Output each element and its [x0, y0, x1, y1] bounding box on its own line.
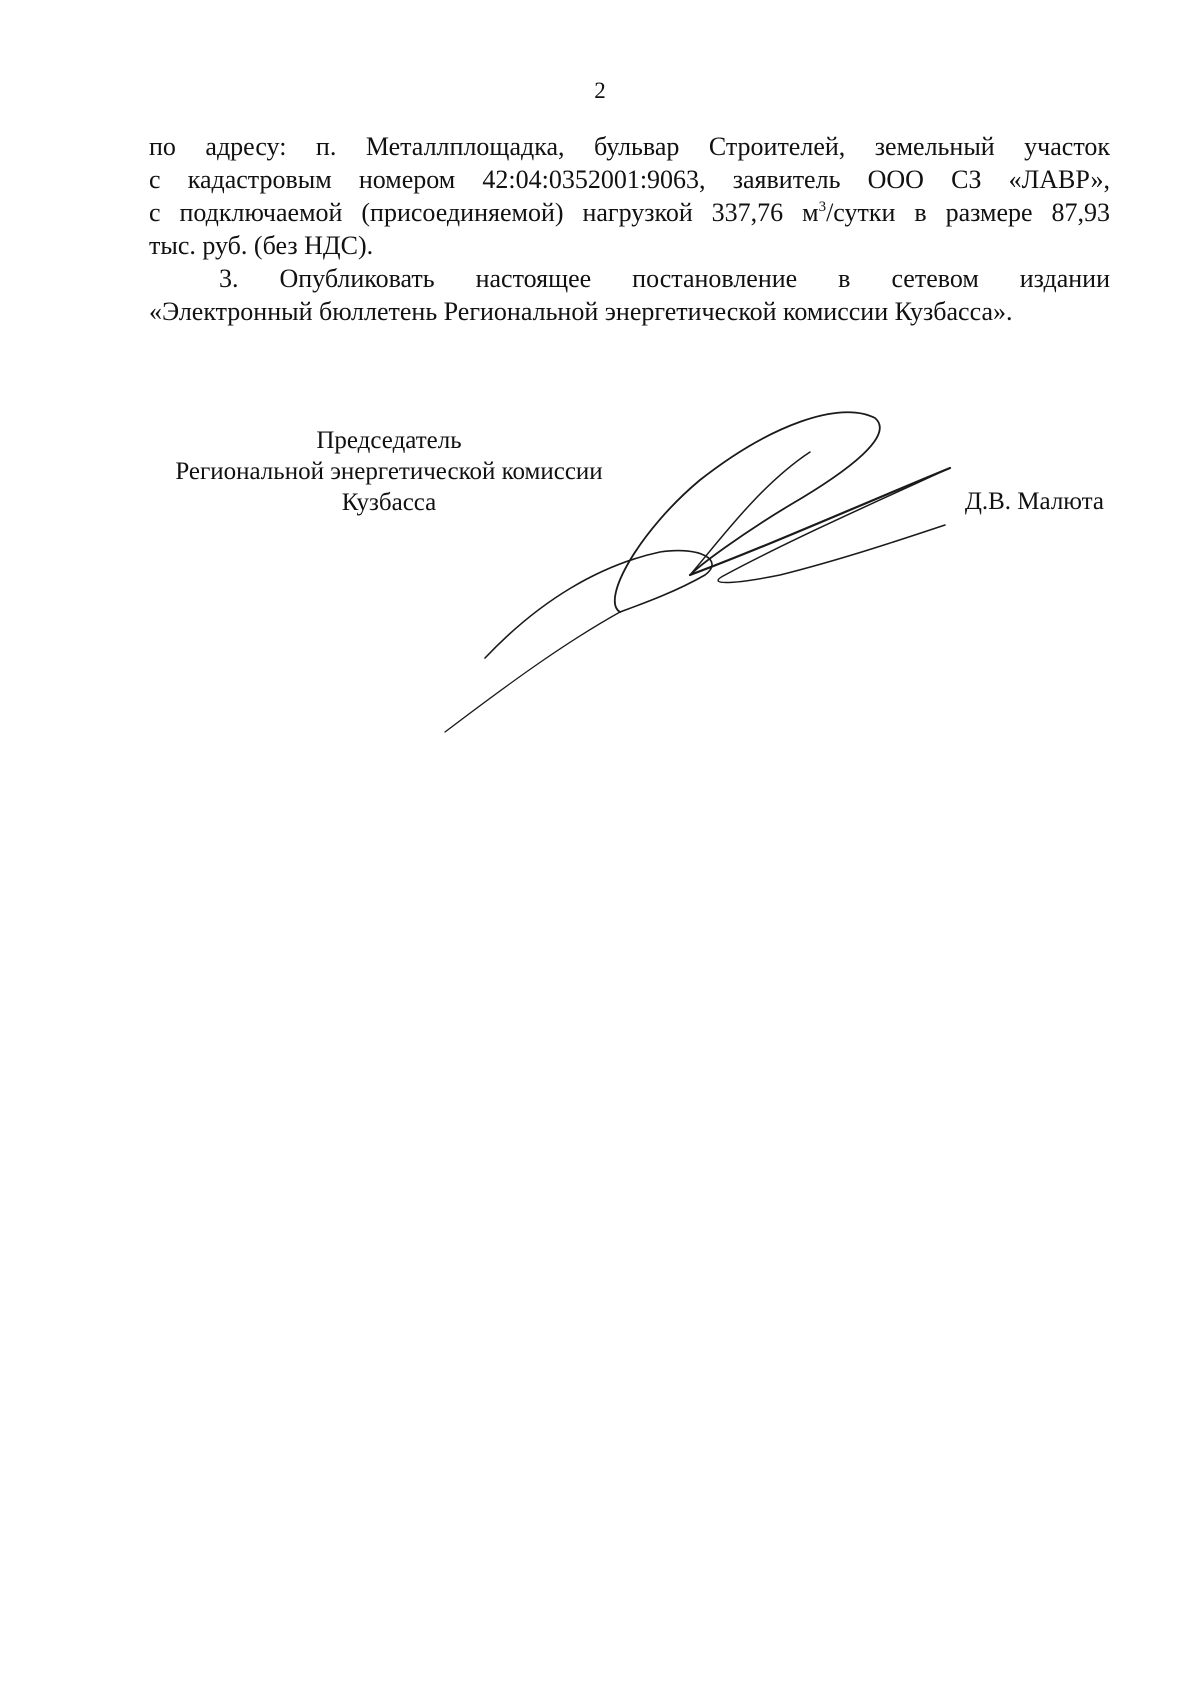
- paragraph-line-with-superscript: [149, 196, 1110, 229]
- document-body: [149, 130, 1110, 328]
- signatory-name: Д.В. Малюта: [964, 488, 1104, 515]
- page-number: 2: [594, 78, 606, 103]
- signatory-title-line: Региональной энергетической комиссии: [175, 458, 603, 485]
- signature-stroke: [690, 468, 950, 575]
- signatory-title-line: Кузбасса: [341, 489, 437, 516]
- signature-stroke: [690, 452, 810, 575]
- item-3-line: 3. Опубликовать настоящее постановление в сетевом издании: [219, 264, 1110, 293]
- item-3-line: «Электронный бюллетень Региональной энергетической комиссии Кузбасса».: [149, 297, 1013, 326]
- signature-stroke: [615, 412, 880, 612]
- signature-stroke: [718, 468, 950, 583]
- text-fragment: /сутки в размере 87,93: [826, 198, 1110, 227]
- paragraph-line: тыс. руб. (без НДС).: [149, 231, 374, 260]
- signature-stroke: [485, 551, 712, 658]
- handwritten-signature-icon: [0, 0, 1200, 800]
- signatory-title-line: Председатель: [316, 427, 462, 454]
- text-fragment: с подключаемой (присоединяемой) нагрузкой 337,76 м: [149, 198, 819, 227]
- superscript: 3: [818, 199, 827, 215]
- paragraph-line: с кадастровым номером 42:04:0352001:9063, заявитель ООО СЗ «ЛАВР»,: [149, 165, 1110, 194]
- paragraph-line: по адресу: п. Металлплощадка, бульвар Строителей, земельный участок: [149, 132, 1110, 161]
- signatory-title: [149, 425, 629, 518]
- signature-stroke: [445, 612, 620, 732]
